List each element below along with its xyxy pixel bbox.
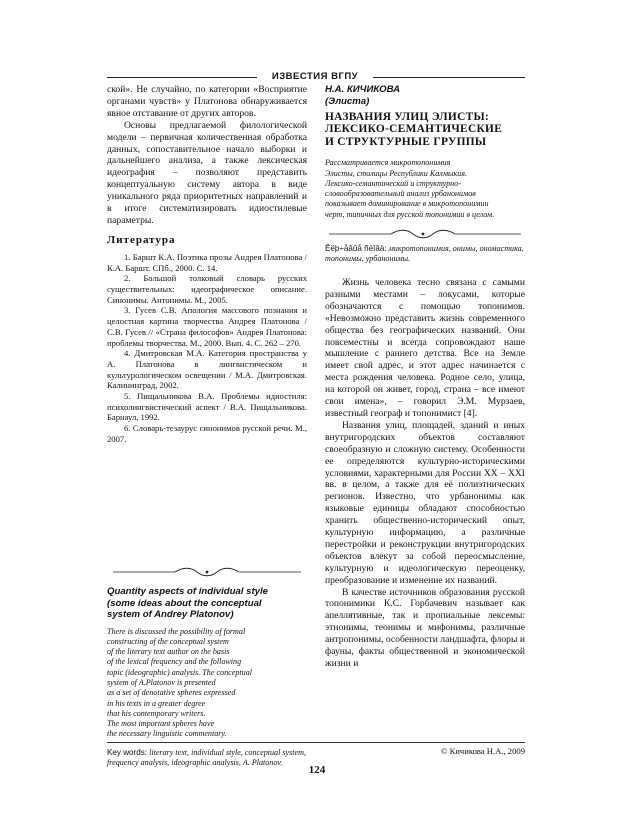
- article-title: [325, 111, 525, 148]
- russian-keywords: [325, 244, 525, 265]
- flourish-icon: [107, 566, 307, 578]
- english-keywords: [107, 748, 307, 769]
- literature-heading: Литература: [107, 233, 176, 246]
- keywords-text: literary text, individual style, conceptual system, frequency analysis, ideographic analysis, A. Platonov.: [107, 747, 306, 768]
- title-line: НАЗВАНИЯ УЛИЦ ЭЛИСТЫ:: [325, 111, 490, 123]
- abstract-line: the necessary linguistic commentary.: [107, 729, 227, 739]
- right-body: [325, 277, 525, 670]
- abstract-line: of the lexical frequency and the following: [107, 657, 242, 667]
- abstract-line: показывает доминирование в микротопонимии: [325, 199, 489, 209]
- english-title-line: system of Andrey Platonov): [107, 609, 234, 620]
- english-title: [107, 586, 307, 621]
- body-paragraph: Названия улиц, площадей, зданий и иных внутригородских объектов составляют своеобразную и сложную систему. Особенности ее определяются культурно-историческими условиями, характерными для России XX – XXI вв. в целом, а также для её полиэтнических регионов. Известно, что урбанонимы как языковые единицы обладают способностью хранить общественно-исторический опыт, культурную информацию, а различные перестройки и реконструкции внутригородских объектов влекут за собой переосмысление, культурную и идеологическую переоценку, преобразование и изменение их названий.: [325, 419, 525, 586]
- ornament-divider-right: [325, 228, 525, 240]
- body-paragraph: Жизнь человека тесно связана с самыми разными местами – локусами, которые обозначаются с помощью топонимов. «Невозможно представить жизнь современного общества без географических названий. Они повсеместны и всегда сопровождают наше мышление с раннего детства. Все на Земле имеет свой адрес, и этот адрес начинается с места рождения человека. Родное село, улица, на которой он живет, город, страна – все имеют свои имена», – говорил Э.М. Мурзаев, известный географ и топонимист [4].: [325, 277, 525, 419]
- left-column: [107, 84, 307, 445]
- keywords-label: Key words:: [107, 747, 148, 757]
- header-rule-left: [107, 77, 257, 78]
- copyright: © Кичикова Н.А., 2009: [440, 746, 525, 756]
- abstract-line: словообразовательный анализ урбанонимов: [325, 189, 476, 199]
- reference-item: 3. Гусев С.В. Апология массового познания и целостная картина творчества Андрея Платонова / С.В. Гусев // «Страна философов» Андрея Платонова: проблемы творчества. М., 2000. Вып. 4. С. 262 – 270.: [107, 305, 307, 348]
- abstract-line: Элисты, столицы Республики Калмыкия.: [325, 168, 468, 178]
- abstract-line: The most important spheres have: [107, 719, 215, 729]
- keywords-text: микротопонимия, онимы, ономастика, топонимы, урбанонимы.: [325, 244, 524, 264]
- reference-item: 4. Дмитровская М.А. Категория пространства у А. Платонова в лингвистическом и культурологическом освещении / М.А. Дмитровская. Калининград, 2002.: [107, 348, 307, 391]
- abstract-line: There is discussed the possibility of formal: [107, 626, 246, 636]
- abstract-line: черт, типичных для русской топонимии в целом.: [325, 209, 495, 219]
- right-column-header: [325, 84, 525, 220]
- journal-header-title: ИЗВЕСТИЯ ВГПУ: [271, 71, 359, 82]
- reference-item: 1. Баршт К.А. Поэтика прозы Андрея Платонова / К.А. Баршт. СПб., 2000. С. 14.: [107, 251, 307, 273]
- author-name: Н.А. КИЧИКОВА: [325, 84, 401, 95]
- english-abstract: [107, 627, 307, 740]
- abstract-line: system of A.Platonov is presented: [107, 677, 216, 687]
- ornament-divider-left: [107, 566, 307, 578]
- abstract-line: constructing of the conceptual system: [107, 636, 229, 646]
- russian-abstract: [325, 158, 525, 220]
- author-city: (Элиста): [325, 95, 370, 107]
- abstract-line: as a set of denotative spheres expressed: [107, 688, 236, 698]
- title-line: И СТРУКТУРНЫЕ ГРУППЫ: [325, 135, 487, 148]
- reference-item: 2. Большой толковый словарь русских существительных: идеографическое описание. Синонимы. Антонимы. М., 2005.: [107, 273, 307, 305]
- english-title-line: Quantity aspects of individual style: [107, 586, 268, 597]
- english-block: [107, 586, 307, 768]
- abstract-line: topic (ideographic) analysis. The conceptual: [107, 667, 252, 677]
- abstract-line: of the literary text author on the basis: [107, 647, 230, 657]
- title-line: ЛЕКСИКО-СЕМАНТИЧЕСКИЕ: [325, 123, 503, 136]
- keywords-label: Êëþ÷åâûå ñëîâà:: [325, 244, 387, 253]
- header-rule-right: [373, 77, 525, 78]
- intro-paragraph: Основы предлагаемой филологической модели – первичная количественная обработка данных, сопоставительное начало выборки и дальнейшего анализа, а также лексическая идеография – позволяют представить концептуальную систему автора в виде уникального ряда приоритетных направлений и в итоге систематизировать идиостилевые параметры.: [107, 119, 307, 226]
- page-number: 124: [308, 764, 326, 776]
- left-intro: [107, 84, 307, 227]
- english-title-line: (some ideas about the conceptual: [107, 597, 262, 609]
- abstract-line: in his texts in a greater degree: [107, 698, 206, 708]
- abstract-line: Рассматривается микротопонимия: [325, 158, 451, 168]
- reference-item: 6. Словарь-тезаурус синонимов русской речи. М., 2007.: [107, 423, 307, 444]
- intro-paragraph: ской». Не случайно, по категории «Восприятие органами чувств» у Платонова обнаруживается явное отставание от других авторов.: [107, 84, 307, 119]
- body-paragraph: В качестве источников образования русской топонимики К.С. Горбачевич называет как апеллятивные, так и пропиальные лексемы: этнонимы, теонимы и мифонимы, различные антропонимы, особенности ландшафта, флоры и фауны, факты общественной и экономической жизни и: [325, 586, 525, 669]
- abstract-line: Лексико-семантический и структурно-: [325, 178, 461, 188]
- abstract-line: that his contemporary writers.: [107, 708, 206, 718]
- flourish-icon: [325, 228, 525, 240]
- reference-item: 5. Пищальникова В.А. Проблемы идиостиля: психолингвистический аспект / В.А. Пищальникова. Барнаул, 1992.: [107, 391, 307, 423]
- reference-list: [107, 252, 307, 445]
- footer-rule: [107, 742, 525, 743]
